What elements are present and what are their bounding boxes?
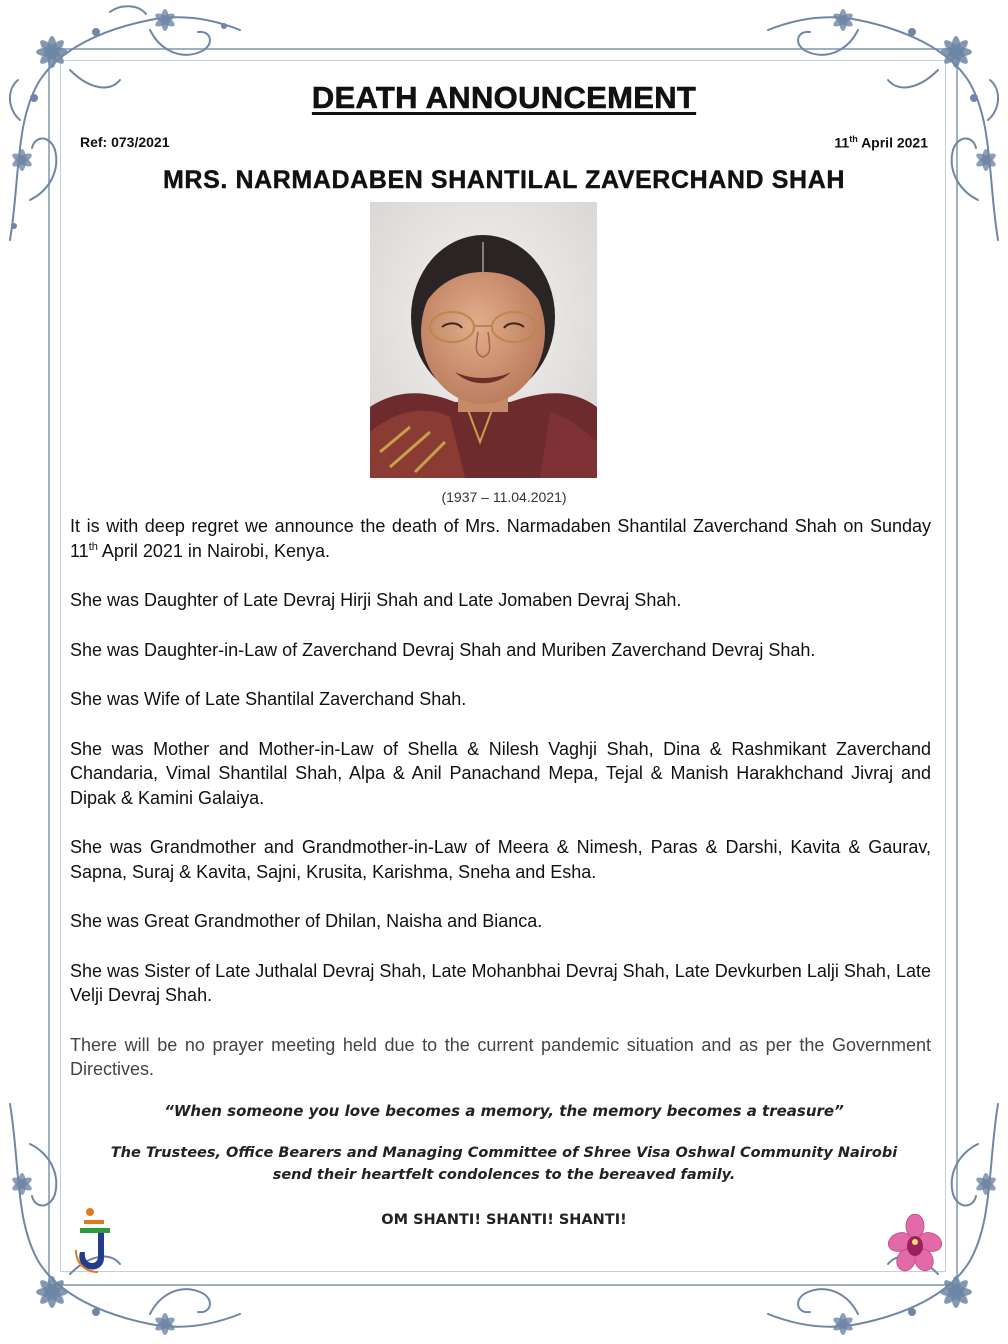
sister-paragraph: She was Sister of Late Juthalal Devraj Shah, Late Mohanbhai Devraj Shah, Late Devkurben Lalji Shah, Late Velji Devraj Shah. <box>70 960 931 1005</box>
daughter-in-law-paragraph: She was Daughter-in-Law of Zaverchand Devraj Shah and Muriben Zaverchand Devraj Shah. <box>70 639 816 660</box>
portrait-photo <box>370 202 597 478</box>
date-month-year: April 2021 <box>857 134 928 151</box>
memorial-quote: “When someone you love becomes a memory, the memory becomes a treasure” <box>164 1102 844 1120</box>
condolence-line-2: send their heartfelt condolences to the bereaved family. <box>272 1167 736 1183</box>
wife-paragraph: She was Wife of Late Shantilal Zaverchand Shah. <box>70 689 467 709</box>
page-title: DEATH ANNOUNCEMENT <box>311 80 697 115</box>
orchid-flower-icon <box>888 1214 942 1272</box>
prayer-meeting-notice: There will be no prayer meeting held due to the current pandemic situation and as per the Government Directives. <box>70 1034 931 1079</box>
lifespan-caption: (1937 – 11.04.2021) <box>441 489 567 505</box>
mother-paragraph: She was Mother and Mother-in-Law of Shella & Nilesh Vaghji Shah, Dina & Rashmikant Zaverchand Chandaria, Vimal Shantilal Shah, Alpa & Anil Panachand Mepa, Tejal & Manish Harakhchand Jivraj and Dipak & Kamini Galaiya. <box>70 738 931 808</box>
date-suffix: th <box>849 134 858 144</box>
floral-corner-top-right-icon <box>758 0 1008 250</box>
grandmother-paragraph: She was Grandmother and Grandmother-in-Law of Meera & Nimesh, Paras & Darshi, Kavita & Gaurav, Sapna, Suraj & Kavita, Sajni, Krusita, Karishma, Sneha and Esha. <box>70 837 931 882</box>
deceased-name: MRS. NARMADABEN SHANTILAL ZAVERCHAND SHAH <box>163 166 845 194</box>
floral-corner-top-left-icon <box>0 0 250 250</box>
om-shanti-text: OM SHANTI! SHANTI! SHANTI! <box>381 1212 627 1228</box>
daughter-paragraph: She was Daughter of Late Devraj Hirji Shah and Late Jomaben Devraj Shah. <box>70 590 682 610</box>
date-day: 11 <box>834 134 850 151</box>
condolence-message <box>0 1142 1008 1186</box>
announcement-paragraph: It is with deep regret we announce the death of Mrs. Narmadaben Shantilal Zaverchand Shah on Sunday 11th April 2021 in Nairobi, Kenya. <box>70 516 931 561</box>
reference-number: Ref: 073/2021 <box>80 134 170 150</box>
great-grandmother-paragraph: She was Great Grandmother of Dhilan, Naisha and Bianca. <box>70 911 543 931</box>
announcement-body <box>70 514 931 1107</box>
announcement-date <box>834 134 928 151</box>
community-logo-icon <box>74 1206 116 1274</box>
condolence-line-1: The Trustees, Office Bearers and Managing Committee of Shree Visa Oshwal Community Nairobi <box>110 1145 898 1161</box>
